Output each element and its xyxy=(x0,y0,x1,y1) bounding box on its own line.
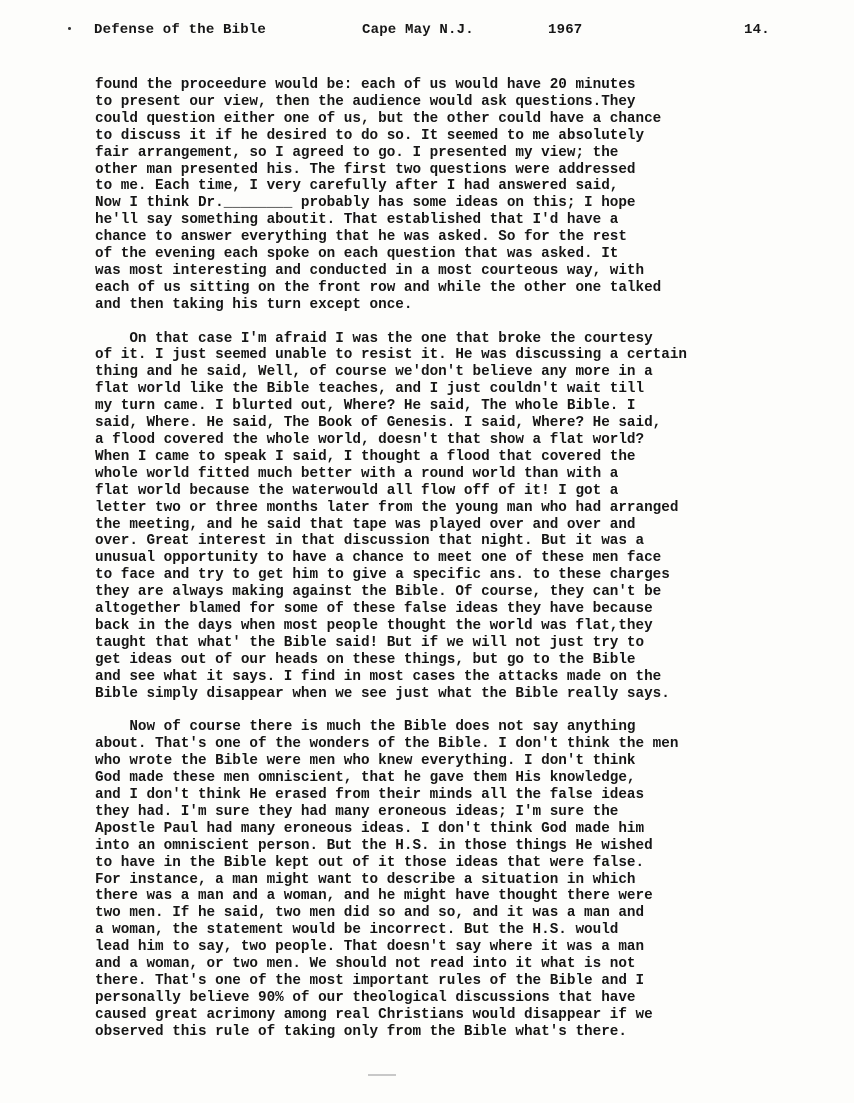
text-line: said, Where. He said, The Book of Genesis. I said, Where? He said, xyxy=(95,415,662,432)
text-line: flat world because the waterwould all flow off of it! I got a xyxy=(95,482,619,499)
text-line: God made these men omniscient, that he gave them His knowledge, xyxy=(95,770,636,787)
text-line: found the proceedure would be: each of us would have 20 minutes xyxy=(95,77,636,93)
text-line: letter two or three months later from the young man who had arranged xyxy=(95,499,679,516)
text-line: On that case I'm afraid I was the one that broke the courtesy xyxy=(95,330,653,347)
text-line: observed this rule of taking only from the Bible what's there. xyxy=(95,1023,627,1040)
text-line: to me. Each time, I very carefully after I had answered said, xyxy=(95,178,619,195)
text-line: flat world like the Bible teaches, and I just couldn't wait till xyxy=(95,381,645,398)
text-line: thing and he said, Well, of course we'don't believe any more in a xyxy=(95,364,653,381)
text-line: of the evening each spoke on each question that was asked. It xyxy=(95,246,619,263)
text-line: get ideas out of our heads on these things, but go to the Bible xyxy=(95,651,636,668)
header-year: 1967 xyxy=(548,22,583,38)
text-line: altogether blamed for some of these false ideas they have because xyxy=(95,601,653,618)
text-line: taught that what' the Bible said! But if we will not just try to xyxy=(95,634,645,651)
text-line: there. That's one of the most important rules of the Bible and I xyxy=(95,973,645,989)
text-line: to have in the Bible kept out of it those ideas that were false. xyxy=(95,854,645,871)
text-line: of it. I just seemed unable to resist it. He was discussing a certain xyxy=(95,347,687,364)
text-line: and a woman, or two men. We should not read into it what is not xyxy=(95,956,636,973)
text-line: Now of course there is much the Bible does not say anything xyxy=(95,719,636,736)
text-line: the meeting, and he said that tape was played over and over and xyxy=(95,516,636,533)
text-line: a woman, the statement would be incorrect. But the H.S. would xyxy=(95,922,619,939)
text-line: a flood covered the whole world, doesn't that show a flat world? xyxy=(95,432,645,449)
header-title: Defense of the Bible xyxy=(94,22,267,38)
text-line: they had. I'm sure they had many eroneous ideas; I'm sure the xyxy=(95,803,619,820)
text-line: When I came to speak I said, I thought a flood that covered the xyxy=(95,448,636,465)
text-line: Apostle Paul had many eroneous ideas. I don't think God made him xyxy=(95,820,645,837)
text-line: to discuss it if he desired to do so. It seemed to me absolutely xyxy=(95,127,645,144)
text-line: over. Great interest in that discussion that night. But it was a xyxy=(95,533,645,550)
text-line: who wrote the Bible were men who knew everything. I don't think xyxy=(95,753,636,770)
text-line: chance to answer everything that he was asked. So for the rest xyxy=(95,229,627,246)
text-line: unusual opportunity to have a chance to meet one of these men face xyxy=(95,550,662,567)
text-line: to present our view, then the audience would ask questions.They xyxy=(95,93,636,110)
text-line: was most interesting and conducted in a most courteous way, with xyxy=(95,262,645,279)
text-line: Now I think Dr.________ probably has some ideas on this; I hope xyxy=(95,195,636,212)
text-line: two men. If he said, two men did so and so, and it was a man and xyxy=(95,905,645,922)
header-place: Cape May N.J. xyxy=(362,22,474,38)
text-line: caused great acrimony among real Christians would disappear if we xyxy=(95,1006,653,1023)
ink-speck xyxy=(68,27,71,30)
text-line: he'll say something aboutit. That established that I'd have a xyxy=(95,212,619,229)
text-line: whole world fitted much better with a round world than with a xyxy=(95,465,619,482)
text-line: and I don't think He erased from their minds all the false ideas xyxy=(95,787,645,804)
text-line: fair arrangement, so I agreed to go. I presented my view; the xyxy=(95,144,619,161)
paragraph xyxy=(95,331,825,703)
text-line: they are always making against the Bible. Of course, they can't be xyxy=(95,584,662,601)
body-text xyxy=(95,77,825,1041)
text-line: Bible simply disappear when we see just what the Bible really says. xyxy=(95,685,670,702)
text-line: lead him to say, two people. That doesn't say where it was a man xyxy=(95,939,645,956)
text-line: there was a man and a woman, and he might have thought there were xyxy=(95,888,653,905)
text-line: into an omniscient person. But the H.S. in those things He wished xyxy=(95,837,653,854)
text-line: and see what it says. I find in most cases the attacks made on the xyxy=(95,668,662,685)
text-line: my turn came. I blurted out, Where? He said, The whole Bible. I xyxy=(95,398,636,415)
text-line: back in the days when most people thought the world was flat,they xyxy=(95,617,653,634)
text-line: and then taking his turn except once. xyxy=(95,296,413,313)
text-line: each of us sitting on the front row and while the other one talked xyxy=(95,279,662,296)
text-line: personally believe 90% of our theological discussions that have xyxy=(95,989,636,1006)
page-header xyxy=(94,22,814,44)
text-line: other man presented his. The first two questions were addressed xyxy=(95,161,636,178)
text-line: could question either one of us, but the other could have a chance xyxy=(95,110,662,127)
text-line: For instance, a man might want to describe a situation in which xyxy=(95,871,636,888)
text-line: about. That's one of the wonders of the Bible. I don't think the men xyxy=(95,736,679,753)
paragraph xyxy=(95,77,825,314)
paper-smudge xyxy=(368,1074,396,1076)
page-number: 14. xyxy=(744,22,770,38)
paragraph xyxy=(95,719,825,1040)
text-line: to face and try to get him to give a specific ans. to these charges xyxy=(95,567,670,584)
